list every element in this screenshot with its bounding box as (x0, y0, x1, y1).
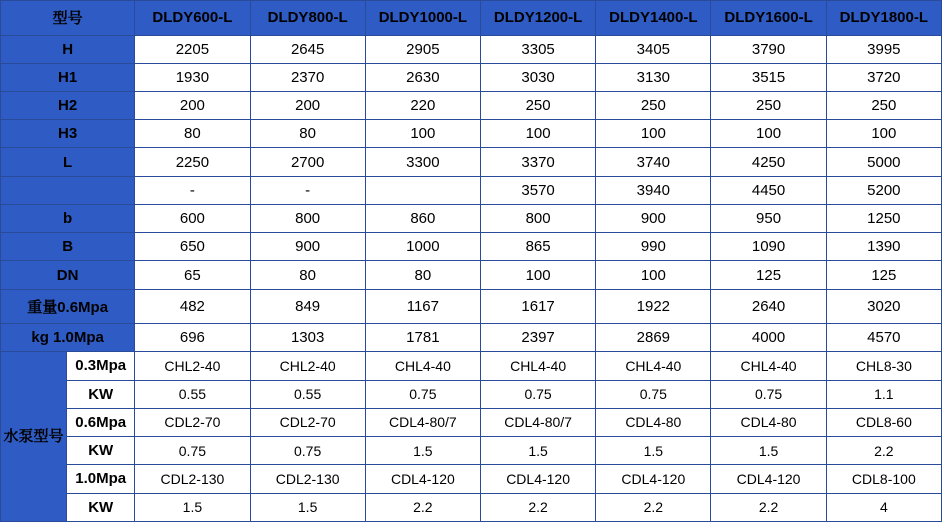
cell: 100 (365, 120, 480, 148)
cell: 80 (365, 261, 480, 289)
cell: 900 (250, 233, 365, 261)
cell: 0.55 (135, 380, 250, 408)
cell: 3570 (480, 176, 595, 204)
row-label-l: L (1, 148, 135, 176)
cell: 1.5 (596, 437, 711, 465)
cell: 2370 (250, 63, 365, 91)
table-row (1, 437, 942, 465)
cell: 3995 (826, 35, 941, 63)
cell: 200 (250, 91, 365, 119)
cell: 4570 (826, 324, 941, 352)
column-header-2: DLDY1000-L (365, 1, 480, 36)
column-header-model: 型号 (1, 1, 135, 36)
cell: 800 (480, 204, 595, 232)
table-row (1, 289, 942, 324)
cell: 3130 (596, 63, 711, 91)
cell: 100 (596, 120, 711, 148)
cell: 800 (250, 204, 365, 232)
row-label-b-upper: B (1, 233, 135, 261)
sub-row-label: 1.0Mpa (67, 465, 135, 493)
table-header-row (1, 1, 942, 36)
cell: 2.2 (365, 493, 480, 521)
cell: 4250 (711, 148, 826, 176)
cell: 220 (365, 91, 480, 119)
table-row (1, 148, 942, 176)
table-row (1, 352, 942, 380)
row-label-l-alt (1, 176, 135, 204)
cell: 0.75 (365, 380, 480, 408)
cell: 1922 (596, 289, 711, 324)
cell: 3515 (711, 63, 826, 91)
table-row (1, 176, 942, 204)
cell: 2205 (135, 35, 250, 63)
cell: CDL2-70 (135, 408, 250, 436)
cell: 1250 (826, 204, 941, 232)
cell: 3940 (596, 176, 711, 204)
cell: 0.75 (596, 380, 711, 408)
cell: 3720 (826, 63, 941, 91)
cell: 1.5 (250, 493, 365, 521)
cell: 2645 (250, 35, 365, 63)
cell: CHL4-40 (596, 352, 711, 380)
cell: CDL8-100 (826, 465, 941, 493)
cell: 1.5 (711, 437, 826, 465)
row-label-h2: H2 (1, 91, 135, 119)
cell: 100 (480, 261, 595, 289)
cell: 100 (480, 120, 595, 148)
cell: 1.1 (826, 380, 941, 408)
cell: 1303 (250, 324, 365, 352)
cell: CHL4-40 (711, 352, 826, 380)
cell: 1617 (480, 289, 595, 324)
cell: 2905 (365, 35, 480, 63)
cell: - (250, 176, 365, 204)
sub-row-label: KW (67, 493, 135, 521)
cell: 125 (826, 261, 941, 289)
column-header-4: DLDY1400-L (596, 1, 711, 36)
cell: 3370 (480, 148, 595, 176)
cell: 860 (365, 204, 480, 232)
cell: 80 (135, 120, 250, 148)
row-label-weight-10mpa: kg 1.0Mpa (1, 324, 135, 352)
cell: 3030 (480, 63, 595, 91)
cell: 3020 (826, 289, 941, 324)
column-header-3: DLDY1200-L (480, 1, 595, 36)
cell: 900 (596, 204, 711, 232)
column-header-6: DLDY1800-L (826, 1, 941, 36)
cell: 2250 (135, 148, 250, 176)
table-row (1, 380, 942, 408)
cell: 100 (596, 261, 711, 289)
pump-model-label-text: 水泵型号 (3, 428, 64, 446)
table-row (1, 120, 942, 148)
cell: 2.2 (596, 493, 711, 521)
cell: 3740 (596, 148, 711, 176)
cell: 250 (596, 91, 711, 119)
cell: 1781 (365, 324, 480, 352)
cell: 1390 (826, 233, 941, 261)
table-row (1, 91, 942, 119)
sub-row-label: 0.6Mpa (67, 408, 135, 436)
cell: CHL4-40 (480, 352, 595, 380)
cell: 250 (480, 91, 595, 119)
cell: CDL2-70 (250, 408, 365, 436)
cell: 3405 (596, 35, 711, 63)
cell: 1090 (711, 233, 826, 261)
cell: 482 (135, 289, 250, 324)
table-row (1, 204, 942, 232)
cell: 4450 (711, 176, 826, 204)
cell: 1.5 (480, 437, 595, 465)
cell: CDL2-130 (250, 465, 365, 493)
cell: 600 (135, 204, 250, 232)
table-row (1, 493, 942, 521)
cell: 950 (711, 204, 826, 232)
sub-row-label: KW (67, 437, 135, 465)
cell: 849 (250, 289, 365, 324)
cell: 865 (480, 233, 595, 261)
cell (365, 176, 480, 204)
row-label-pump-model (1, 352, 67, 522)
table-row (1, 35, 942, 63)
sub-row-label: 0.3Mpa (67, 352, 135, 380)
cell: CDL8-60 (826, 408, 941, 436)
cell: CHL8-30 (826, 352, 941, 380)
cell: 1.5 (365, 437, 480, 465)
cell: 4000 (711, 324, 826, 352)
cell: 250 (826, 91, 941, 119)
cell: 650 (135, 233, 250, 261)
cell: 2869 (596, 324, 711, 352)
sub-row-label: KW (67, 380, 135, 408)
cell: CDL4-120 (596, 465, 711, 493)
cell: 2700 (250, 148, 365, 176)
row-label-dn: DN (1, 261, 135, 289)
cell: 696 (135, 324, 250, 352)
cell: 0.75 (250, 437, 365, 465)
cell: CDL4-80/7 (480, 408, 595, 436)
table-row (1, 63, 942, 91)
cell: 990 (596, 233, 711, 261)
cell: 80 (250, 261, 365, 289)
cell: CHL4-40 (365, 352, 480, 380)
cell: 4 (826, 493, 941, 521)
table-row (1, 465, 942, 493)
cell: 80 (250, 120, 365, 148)
cell: CDL4-120 (365, 465, 480, 493)
cell: 1000 (365, 233, 480, 261)
cell: 5000 (826, 148, 941, 176)
cell: 5200 (826, 176, 941, 204)
cell: 2.2 (480, 493, 595, 521)
cell: 3300 (365, 148, 480, 176)
cell: CHL2-40 (250, 352, 365, 380)
cell: 125 (711, 261, 826, 289)
cell: 0.55 (250, 380, 365, 408)
table-row (1, 324, 942, 352)
cell: CDL2-130 (135, 465, 250, 493)
column-header-5: DLDY1600-L (711, 1, 826, 36)
row-label-weight-06mpa: 重量0.6Mpa (1, 289, 135, 324)
cell: 2.2 (826, 437, 941, 465)
table-row (1, 261, 942, 289)
cell: 0.75 (480, 380, 595, 408)
cell: 3790 (711, 35, 826, 63)
row-label-h1: H1 (1, 63, 135, 91)
cell: 1167 (365, 289, 480, 324)
cell: 2397 (480, 324, 595, 352)
cell: CDL4-80/7 (365, 408, 480, 436)
cell: 1930 (135, 63, 250, 91)
table-row (1, 408, 942, 436)
cell: 0.75 (135, 437, 250, 465)
cell: - (135, 176, 250, 204)
cell: CDL4-80 (596, 408, 711, 436)
cell: 100 (826, 120, 941, 148)
cell: 100 (711, 120, 826, 148)
row-label-h: H (1, 35, 135, 63)
cell: 65 (135, 261, 250, 289)
cell: CDL4-120 (480, 465, 595, 493)
cell: 0.75 (711, 380, 826, 408)
column-header-0: DLDY600-L (135, 1, 250, 36)
cell: 200 (135, 91, 250, 119)
cell: 3305 (480, 35, 595, 63)
cell: 2.2 (711, 493, 826, 521)
cell: CDL4-120 (711, 465, 826, 493)
cell: CDL4-80 (711, 408, 826, 436)
cell: 2640 (711, 289, 826, 324)
table-row (1, 233, 942, 261)
cell: CHL2-40 (135, 352, 250, 380)
column-header-1: DLDY800-L (250, 1, 365, 36)
row-label-b-lower: b (1, 204, 135, 232)
cell: 1.5 (135, 493, 250, 521)
cell: 250 (711, 91, 826, 119)
cell: 2630 (365, 63, 480, 91)
row-label-h3: H3 (1, 120, 135, 148)
